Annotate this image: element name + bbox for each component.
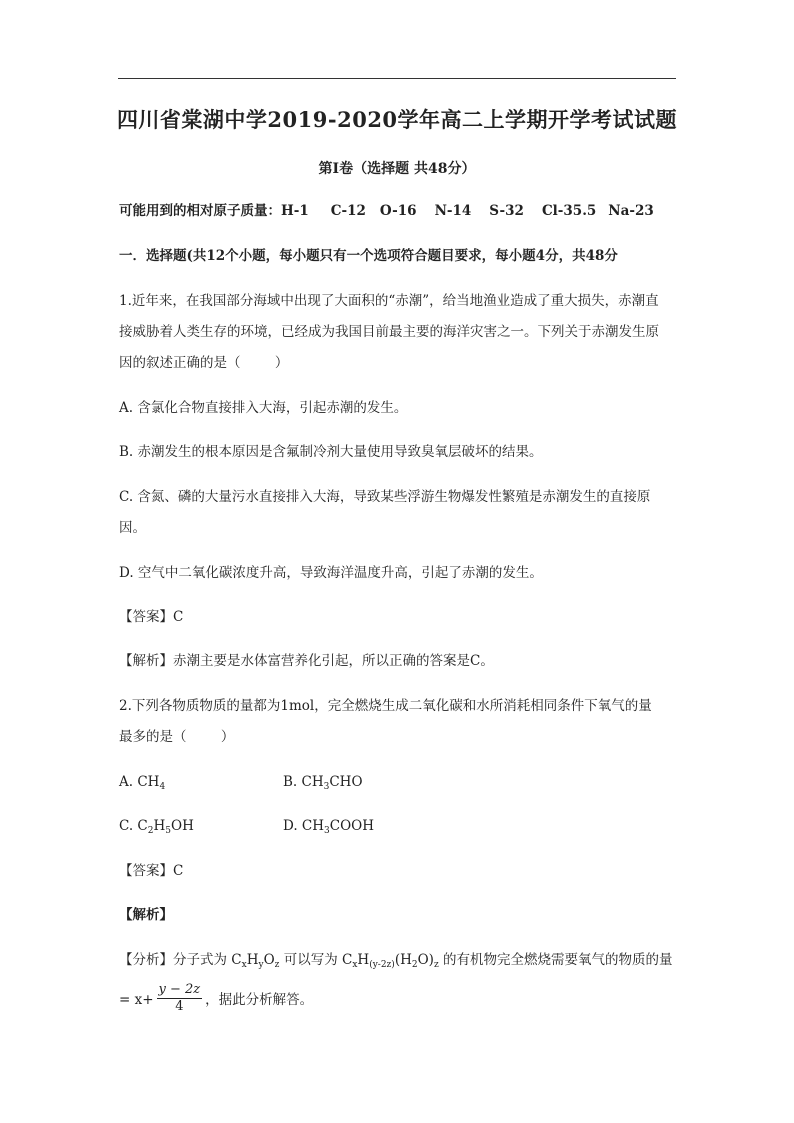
q2-options-row-1 xyxy=(119,772,679,792)
mass-item: C-12 xyxy=(330,203,366,219)
q2-option-c: C. $C_2H_5OH$ xyxy=(119,818,194,836)
atomic-masses-label: 可能用到的相对原子质量： xyxy=(119,203,281,219)
q2-analysis-formula: = x+ $\frac{y - 2z}{4}$ ，据此分析解答。 xyxy=(119,982,314,1014)
q1-option-c: C. 含氮、磷的大量污水直接排入大海，导致某些浮游生物爆发性繁殖是赤潮发生的直接原 xyxy=(119,489,651,505)
atomic-masses-line xyxy=(119,201,679,221)
document-title: 四川省棠湖中学2019-2020学年高二上学期开学考试试题 xyxy=(116,107,678,132)
mass-item: N-14 xyxy=(434,203,472,219)
q2-analysis-line: 【分析】分子式为 $C_xH_yO_z$ 可以写为 $C_xH_{(y-2z)}(H_2O)_z$ 的有机物完全燃烧需要氧气的物质的量 xyxy=(119,952,673,970)
q1-option-d: D. 空气中二氧化碳浓度升高，导致海洋温度升高，引起了赤潮的发生。 xyxy=(119,565,543,581)
q1-option-a: A. 含氯化合物直接排入大海，引起赤潮的发生。 xyxy=(119,400,408,416)
q2-option-b: B. $CH_3CHO$ xyxy=(283,774,363,792)
mass-item: Na-23 xyxy=(608,203,654,219)
mass-item: H-1 xyxy=(281,203,309,219)
fraction-numerator: y − 2z xyxy=(158,982,201,997)
q2-analysis-label: 【解析】 xyxy=(119,907,173,923)
q2-stem-line: 2.下列各物质物质的量都为1mol，完全燃烧生成二氧化碳和水所消耗相同条件下氧气的量 xyxy=(119,698,652,714)
q2-option-a: A. $CH_4$ xyxy=(119,774,166,792)
q2-answer: 【答案】C xyxy=(119,863,184,879)
section-subtitle: 第Ⅰ卷（选择题 共48分） xyxy=(318,161,476,177)
q1-analysis: 【解析】赤潮主要是水体富营养化引起，所以正确的答案是C。 xyxy=(119,653,494,669)
header-rule xyxy=(118,78,676,79)
q1-stem-line: 因的叙述正确的是（ ） xyxy=(119,355,289,371)
mass-item: O-16 xyxy=(379,203,417,219)
q1-answer: 【答案】C xyxy=(119,609,184,625)
fraction xyxy=(157,982,203,1015)
mass-item: S-32 xyxy=(489,203,524,219)
q1-stem-line: 接威胁着人类生存的环境，已经成为我国目前最主要的海洋灾害之一。下列关于赤潮发生原 xyxy=(119,324,659,340)
mass-item: Cl-35.5 xyxy=(541,203,597,219)
q2-options-row-2 xyxy=(119,816,679,836)
q2-stem-line: 最多的是（ ） xyxy=(119,729,235,745)
q1-stem-line: 1.近年来，在我国部分海域中出现了大面积的“赤潮”，给当地渔业造成了重大损失，赤潮直 xyxy=(119,293,659,309)
q2-option-d: D. $CH_3COOH$ xyxy=(283,818,375,836)
section-heading: 一．选择题(共12个小题，每小题只有一个选项符合题目要求，每小题4分，共48分 xyxy=(119,248,618,264)
q1-option-b: B. 赤潮发生的根本原因是含氟制冷剂大量使用导致臭氧层破坏的结果。 xyxy=(119,444,543,460)
fraction-denominator: 4 xyxy=(175,999,184,1014)
q1-option-c-cont: 因。 xyxy=(119,520,146,536)
